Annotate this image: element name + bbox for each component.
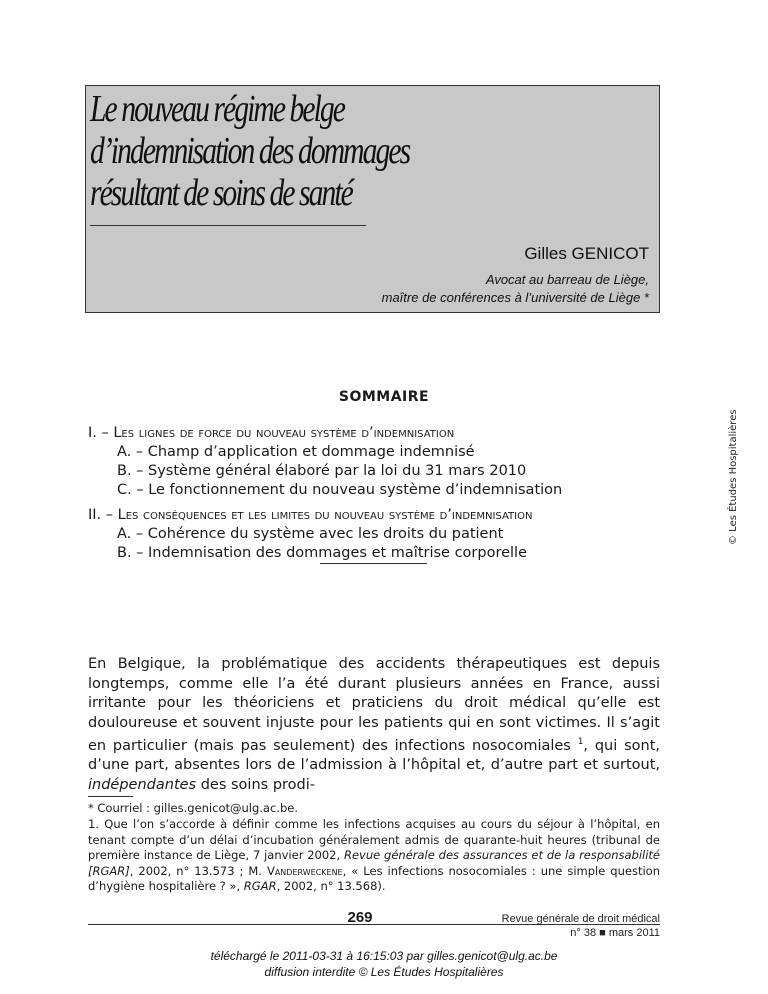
toc-item: C. – Le fonctionnement du nouveau système d’indemnisation [117, 482, 563, 498]
article-title [90, 88, 410, 214]
body-text: En Belgique, la problématique des accidents thérapeutiques est depuis longtemps, comme elle l’a été durant plusieurs années en France, aussi irritante pour les théoriciens et praticiens du droit médical qu’elle est douloureuse et souvent injuste pour les patients qui en sont victimes. Il s’agit en particulier (mais pas seulement) des infections nosocomiales [88, 656, 660, 754]
journal-issue: n° 38 ■ mars 2011 [570, 927, 660, 939]
toc-heading: SOMMAIRE [338, 389, 430, 405]
toc-item: A. – Cohérence du système avec les droits du patient [117, 526, 504, 542]
title-line: d’indemnisation des dommages [90, 130, 410, 172]
title-line: Le nouveau régime belge [90, 88, 344, 130]
toc-item: A. – Champ d’application et dommage indemnisé [117, 444, 475, 460]
download-line: diffusion interdite © Les Études Hospitalières [264, 965, 504, 979]
author-affiliation: maître de conférences à l’université de Liège * [381, 290, 649, 305]
body-text: des soins prodi- [196, 776, 315, 793]
body-emphasis: indépendantes [88, 776, 197, 793]
page-number: 269 [347, 909, 373, 926]
title-underline [90, 225, 366, 226]
footnote-emphasis: RGAR [243, 879, 277, 893]
toc-divider [320, 563, 427, 564]
table-of-contents [88, 424, 562, 563]
footnote-text: 1. Que l’on s’accorde à définir comme les infections acquises au cours du séjour à l’hôpital, en tenant compte d’un délai d’incubation généralement admis de quarante-huit heures (tribunal de première instance de Liège, 7 janvier 2002, [88, 817, 660, 862]
footnote-text: , 2002, n° 13.568). [276, 879, 386, 893]
download-line: téléchargé le 2011-03-31 à 16:15:03 par gilles.genicot@ulg.ac.be [210, 949, 558, 963]
footnote-emphasis: Revue générale des assurances et de la responsabilité [RGAR] [88, 848, 660, 878]
footnote-email: * Courriel : gilles.genicot@ulg.ac.be. [88, 801, 298, 815]
author-name: Gilles GENICOT [524, 244, 649, 263]
footnote-divider [88, 796, 133, 797]
footnote-text: , 2002, n° 13.573 ; M. [129, 863, 267, 878]
footnote-1 [88, 817, 660, 895]
title-line: résultant de soins de santé [90, 172, 352, 214]
toc-item: B. – Système général élaboré par la loi du 31 mars 2010 [117, 463, 527, 479]
footnote-author: Vanderweckene [266, 863, 343, 878]
toc-part: II. – Les conséquences et les limites du nouveau système d’indemnisation [88, 507, 533, 523]
journal-info [502, 912, 660, 940]
footnote-ref: 1 [577, 737, 584, 747]
toc-item: B. – Indemnisation des dommages et maîtrise corporelle [117, 545, 528, 561]
body-paragraph [88, 655, 660, 795]
journal-name: Revue générale de droit médical [501, 913, 660, 925]
body-text: , qui sont, d’une part, absentes lors de l’admission à l’hôpital et, d’autre part et surtout, [88, 737, 660, 774]
download-notice [0, 948, 768, 980]
author-affiliation: Avocat au barreau de Liège, [485, 272, 649, 287]
title-box [85, 85, 660, 313]
toc-part: I. – Les lignes de force du nouveau système d’indemnisation [88, 425, 455, 441]
footnote-text: , « Les infections nosocomiales : une simple question d’hygiène hospitalière ? », [88, 863, 660, 893]
side-copyright: © Les Études Hospitalières [728, 409, 739, 545]
